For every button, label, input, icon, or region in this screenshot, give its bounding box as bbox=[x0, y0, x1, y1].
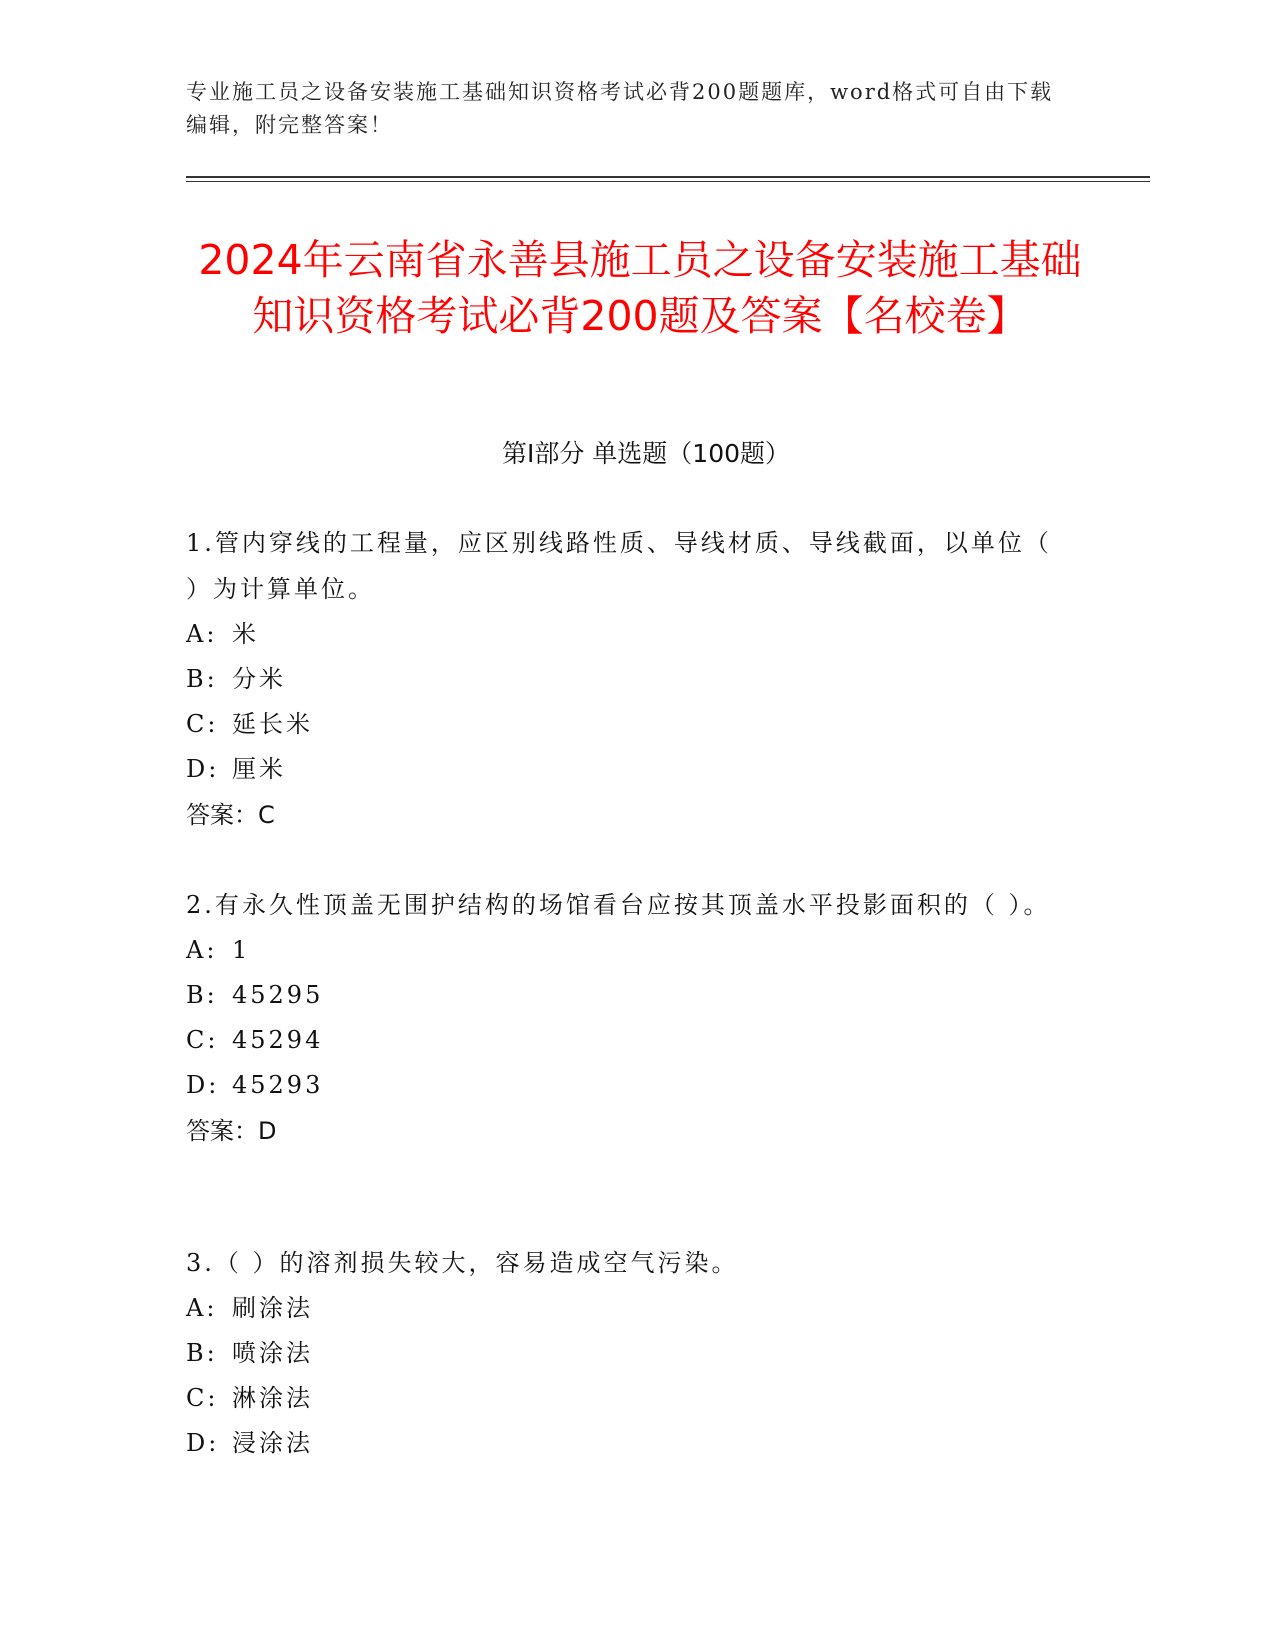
option-key: C: bbox=[186, 1026, 219, 1054]
option-key: B: bbox=[186, 1339, 218, 1367]
option-c bbox=[186, 702, 1066, 747]
option-d bbox=[186, 747, 1066, 792]
option-key: C: bbox=[186, 710, 219, 738]
answer: 答案：D bbox=[186, 1117, 277, 1145]
option-d bbox=[186, 1063, 1066, 1108]
option-d bbox=[186, 1421, 1066, 1466]
option-text: 淋涂法 bbox=[232, 1384, 313, 1412]
option-key: A: bbox=[186, 620, 218, 648]
option-text: 浸涂法 bbox=[232, 1429, 313, 1457]
option-key: D: bbox=[186, 1071, 220, 1099]
option-a bbox=[186, 612, 1066, 657]
option-key: C: bbox=[186, 1384, 219, 1412]
question-stem: 1.管内穿线的工程量，应区别线路性质、导线材质、导线截面，以单位（ ）为计算单位。 bbox=[186, 529, 1052, 603]
option-key: D: bbox=[186, 755, 220, 783]
option-text: 米 bbox=[232, 620, 259, 648]
option-key: A: bbox=[186, 936, 218, 964]
question-2 bbox=[186, 882, 1066, 1154]
question-stem: 3.（ ）的溶剂损失较大，容易造成空气污染。 bbox=[186, 1249, 739, 1277]
option-a bbox=[186, 1286, 1066, 1331]
question-stem: 2.有永久性顶盖无围护结构的场馆看台应按其顶盖水平投影面积的（ ）。 bbox=[186, 891, 1051, 919]
header-divider-thin bbox=[186, 181, 1150, 182]
answer: 答案：C bbox=[186, 801, 275, 829]
option-text: 延长米 bbox=[232, 710, 313, 738]
option-text: 喷涂法 bbox=[232, 1339, 313, 1367]
option-key: B: bbox=[186, 981, 218, 1009]
option-text: 厘米 bbox=[232, 755, 286, 783]
option-b bbox=[186, 973, 1066, 1018]
option-key: B: bbox=[186, 665, 218, 693]
header-note: 专业施工员之设备安装施工基础知识资格考试必背200题题库，word格式可自由下载编辑，附完整答案！ bbox=[186, 80, 1054, 137]
option-c bbox=[186, 1376, 1066, 1421]
option-text: 45293 bbox=[232, 1071, 324, 1099]
question-1 bbox=[186, 520, 1066, 838]
option-b bbox=[186, 657, 1066, 702]
question-3 bbox=[186, 1240, 1066, 1466]
option-a bbox=[186, 928, 1066, 973]
option-b bbox=[186, 1331, 1066, 1376]
section-title: 第Ⅰ部分 单选题（100题） bbox=[501, 439, 791, 468]
option-text: 1 bbox=[232, 936, 251, 964]
option-text: 分米 bbox=[232, 665, 286, 693]
option-c bbox=[186, 1018, 1066, 1063]
option-text: 45294 bbox=[232, 1026, 324, 1054]
option-text: 45295 bbox=[232, 981, 324, 1009]
option-text: 刷涂法 bbox=[232, 1294, 313, 1322]
document-title: 2024年云南省永善县施工员之设备安装施工基础知识资格考试必背200题及答案【名校卷】 bbox=[198, 236, 1082, 340]
option-key: A: bbox=[186, 1294, 218, 1322]
header-divider-thick bbox=[186, 176, 1150, 178]
option-key: D: bbox=[186, 1429, 220, 1457]
